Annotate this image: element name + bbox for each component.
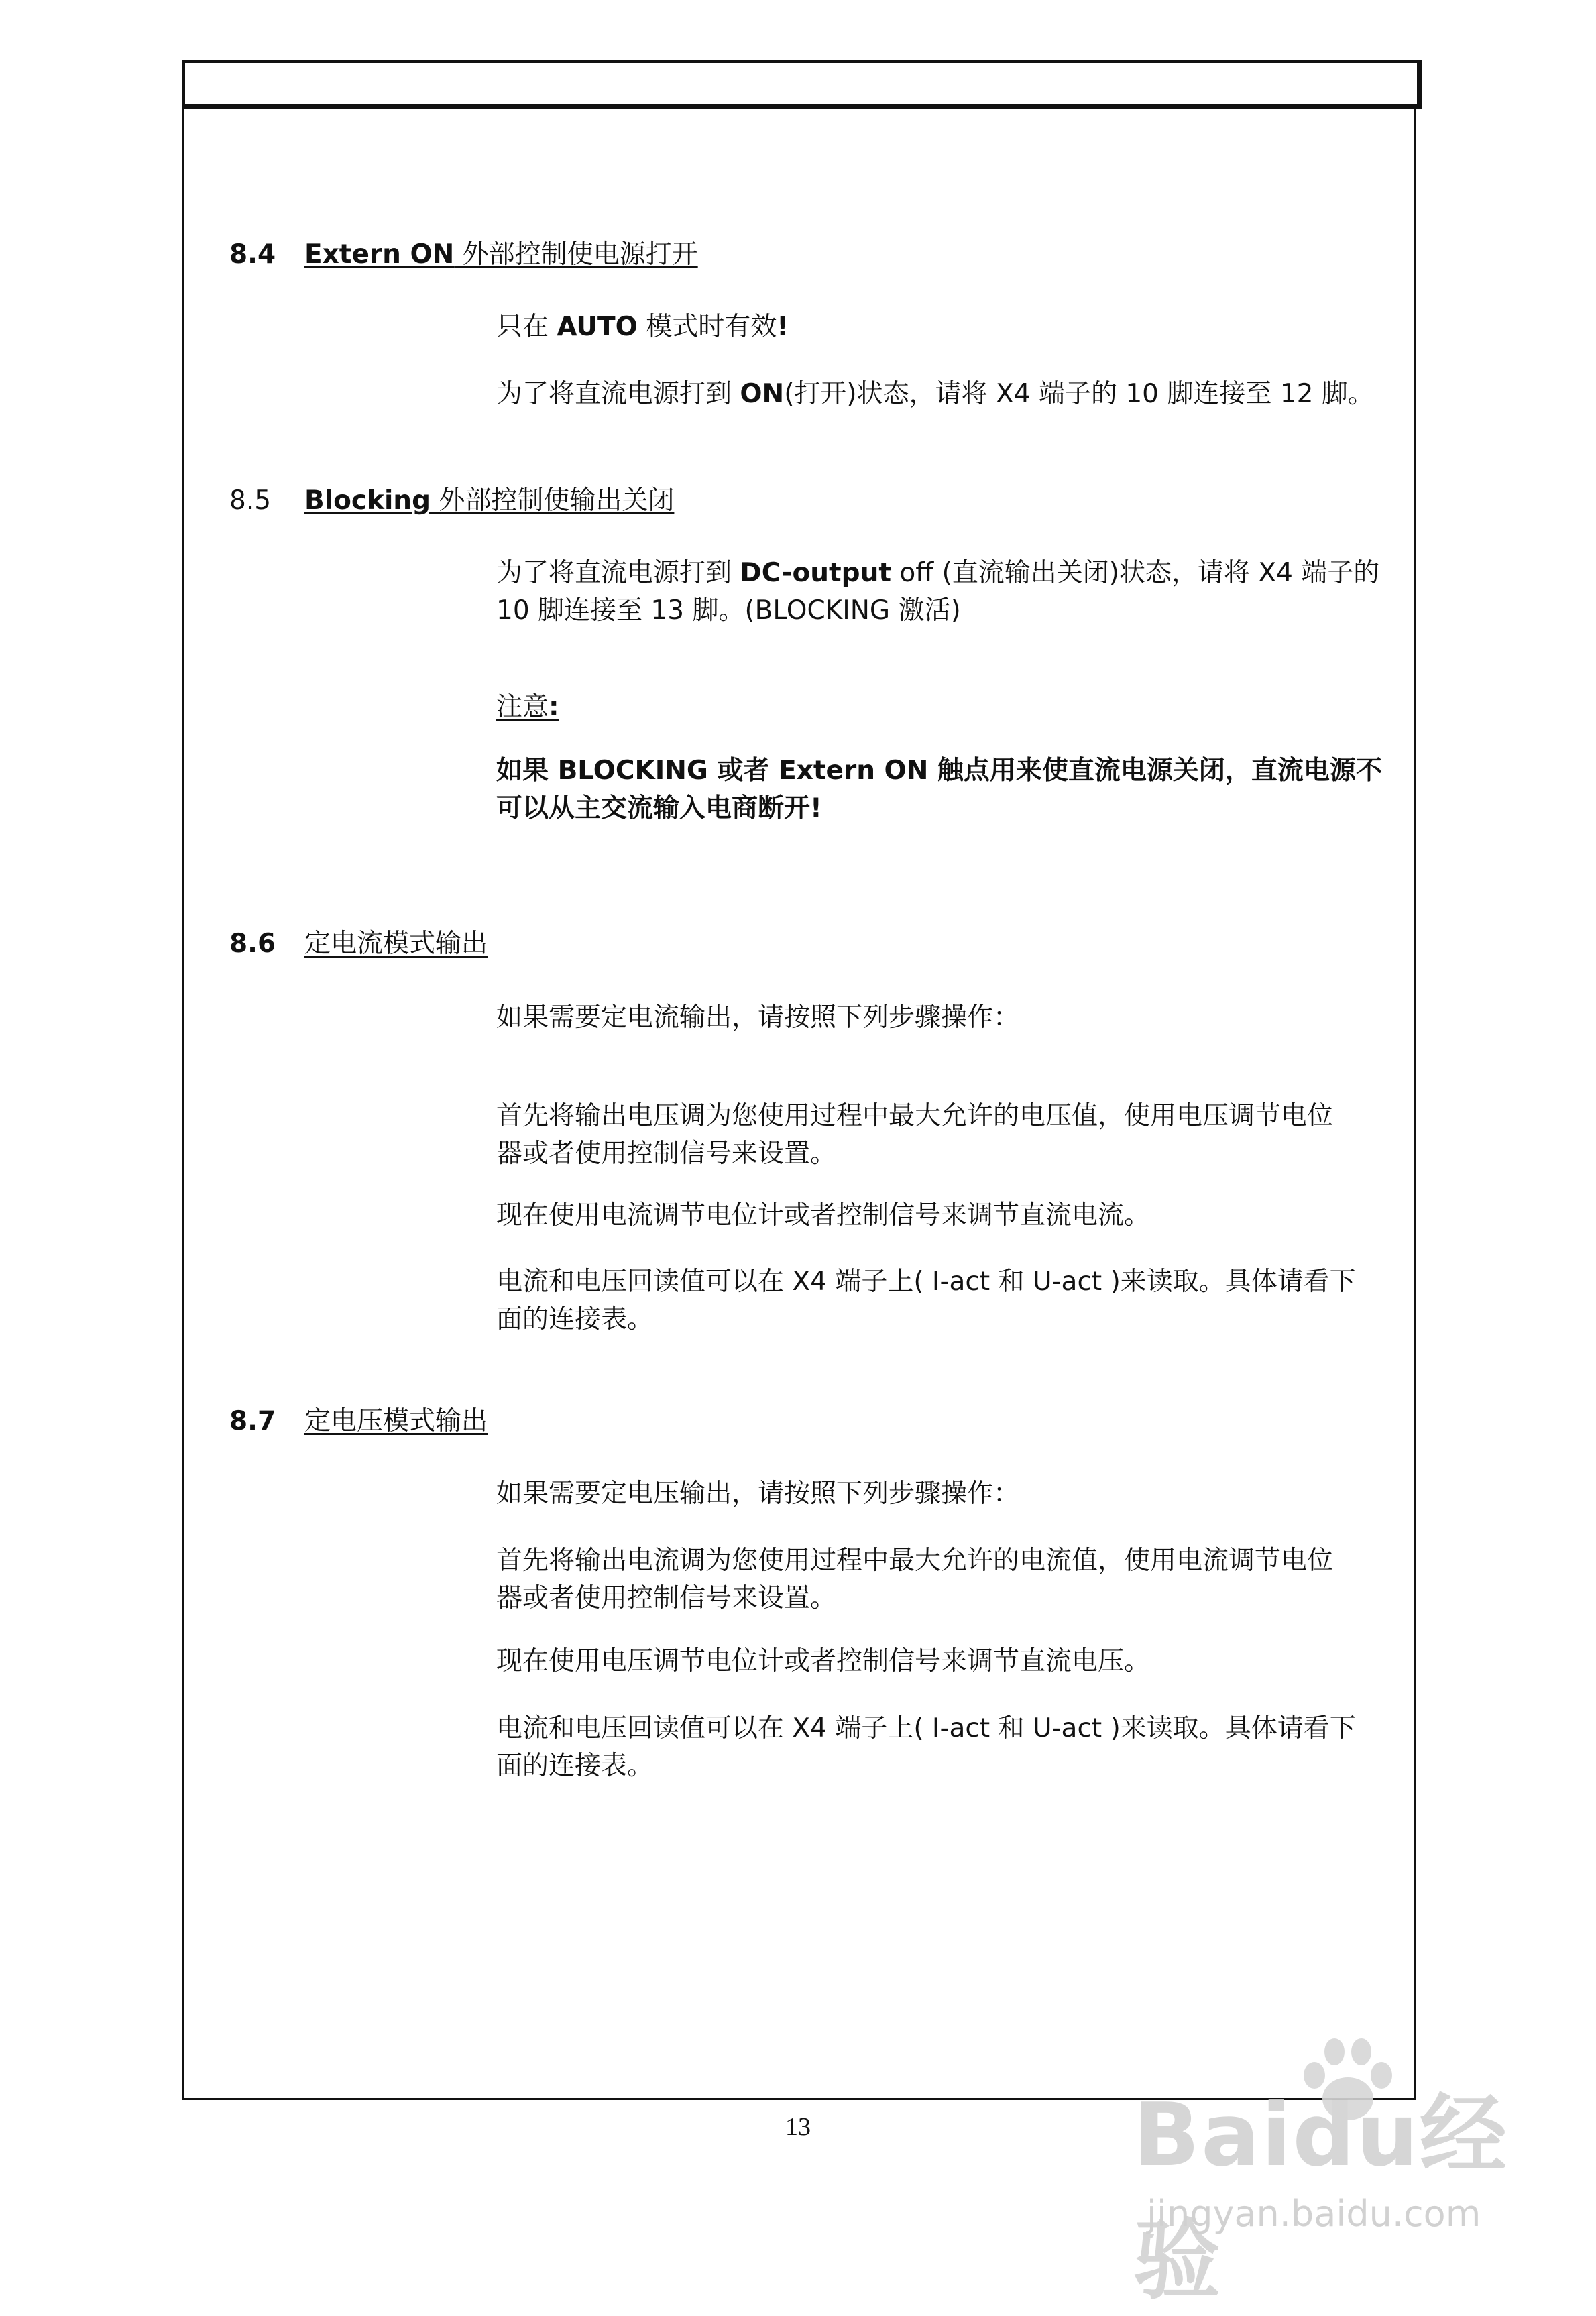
page-frame [182, 60, 1416, 2100]
section-title: Blocking 外部控制使输出关闭 [304, 485, 675, 516]
cc-step-2: 现在使用电流调节电位计或者控制信号来调节直流电流。 [496, 1200, 1151, 1230]
section-number: 8.6 [229, 929, 276, 959]
cv-step-1: 首先将输出电流调为您使用过程中最大允许的电流值，使用电流调节电位 器或者使用控制信号来设置。 [496, 1546, 1334, 1613]
section-number: 8.5 [229, 485, 272, 516]
cc-step-1: 首先将输出电压调为您使用过程中最大允许的电压值，使用电压调节电位 器或者使用控制信号来设置。 [496, 1101, 1334, 1169]
section-title: Extern ON 外部控制使电源打开 [304, 239, 698, 270]
section-title: 定电压模式输出 [304, 1406, 488, 1436]
cc-intro: 如果需要定电流输出，请按照下列步骤操作： [496, 1002, 1020, 1033]
section-number: 8.7 [229, 1406, 276, 1436]
watermark-logo: Baidu经验 [1133, 2084, 1508, 2311]
extern-on-instruction: 为了将直流电源打到 ON(打开)状态，请将 X4 端子的 10 脚连接至 12 脚。 [496, 379, 1374, 409]
watermark-url: jingyan.baidu.com [1147, 2193, 1481, 2235]
note-label: 注意: [496, 692, 559, 722]
section-title: 定电流模式输出 [304, 929, 488, 959]
cv-step-2: 现在使用电压调节电位计或者控制信号来调节直流电压。 [496, 1646, 1151, 1676]
warning-paragraph: 如果 BLOCKING 或者 Extern ON 触点用来使直流电源关闭，直流电源不 可以从主交流输入电商断开! [496, 756, 1382, 823]
blocking-instruction: 为了将直流电源打到 DC-output off (直流输出关闭)状态，请将 X4 端子的 10 脚连接至 13 脚。(BLOCKING 激活) [496, 558, 1380, 626]
section-number: 8.4 [229, 239, 276, 270]
cc-readback: 电流和电压回读值可以在 X4 端子上( I-act 和 U-act )来读取。具体请看下 面的连接表。 [496, 1267, 1356, 1334]
page-number: 13 [785, 2113, 811, 2141]
baidu-watermark [1120, 2032, 1583, 2311]
cv-readback: 电流和电压回读值可以在 X4 端子上( I-act 和 U-act )来读取。具体请看下 面的连接表。 [496, 1713, 1356, 1781]
cv-intro: 如果需要定电压输出，请按照下列步骤操作： [496, 1479, 1020, 1509]
header-bar [182, 60, 1422, 109]
auto-mode-note: 只在 AUTO 模式时有效! [496, 312, 789, 342]
